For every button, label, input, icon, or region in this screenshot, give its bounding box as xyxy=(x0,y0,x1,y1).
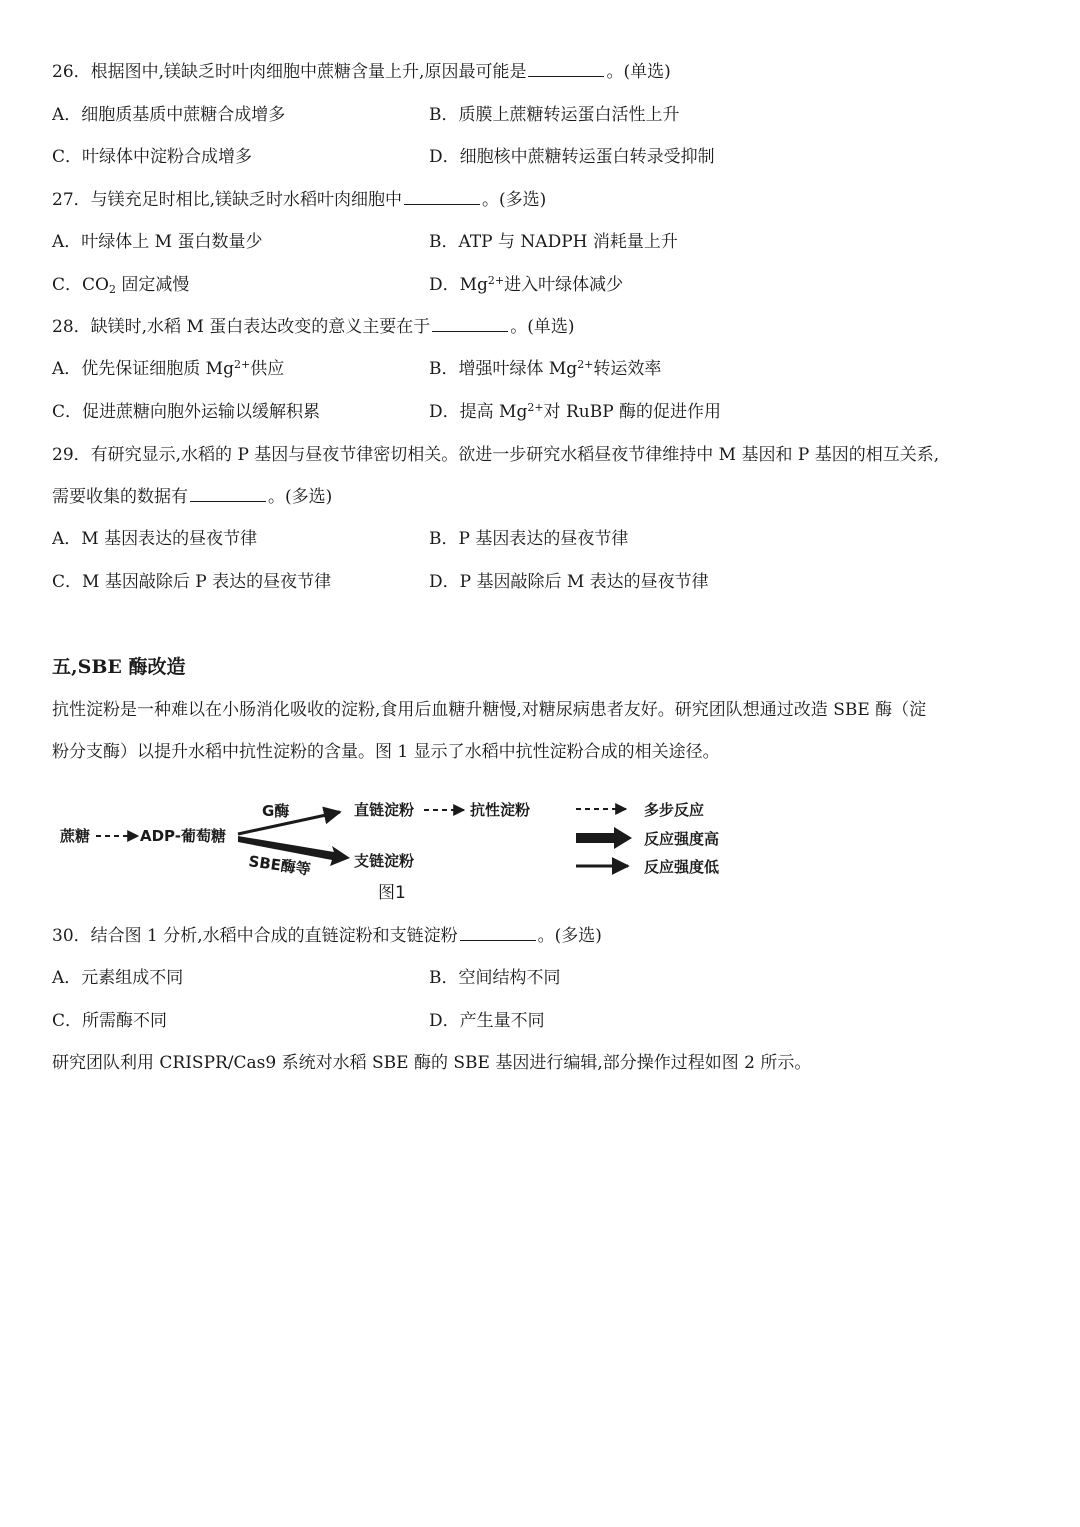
question-30-options-row1 xyxy=(52,966,1032,990)
question-28 xyxy=(52,315,575,339)
question-27-text: 27．与镁充足时相比,镁缺乏时水稻叶肉细胞中 xyxy=(52,190,403,210)
option-a-text-end: 供应 xyxy=(250,359,285,379)
option-d-text: D．Mg xyxy=(429,275,488,295)
option-b: B．空间结构不同 xyxy=(429,968,561,988)
answer-blank xyxy=(432,315,508,332)
superscript: 2+ xyxy=(487,274,505,287)
answer-blank xyxy=(528,60,604,77)
figure-caption: 图1 xyxy=(378,883,406,903)
option-b: B．P 基因表达的昼夜节律 xyxy=(429,529,629,549)
question-30-type: 。(多选) xyxy=(537,926,602,946)
option-a: A．叶绿体上 M 蛋白数量少 xyxy=(52,232,263,252)
question-26-text: 26．根据图中,镁缺乏时叶肉细胞中蔗糖含量上升,原因最可能是 xyxy=(52,62,527,82)
option-c: C．促进蔗糖向胞外运输以缓解积累 xyxy=(52,402,321,422)
option-c: C．所需酶不同 xyxy=(52,1011,168,1031)
option-d: D．P 基因敲除后 M 表达的昼夜节律 xyxy=(429,572,709,592)
subscript: 2 xyxy=(108,283,116,296)
option-d: D．产生量不同 xyxy=(429,1011,545,1031)
option-d-text: D．提高 Mg xyxy=(429,402,528,422)
question-29-options-row2 xyxy=(52,570,1032,594)
label-sbe-enzyme: SBE酶等 xyxy=(247,852,312,879)
question-29-text: 需要收集的数据有 xyxy=(52,487,188,507)
label-resistant-starch: 抗性淀粉 xyxy=(470,801,531,819)
question-27-options-row2 xyxy=(52,273,1032,297)
option-c-text-end: 固定减慢 xyxy=(115,275,190,295)
question-28-options-row2 xyxy=(52,400,1032,424)
option-d-text-end: 进入叶绿体减少 xyxy=(504,275,624,295)
legend-low-intensity: 反应强度低 xyxy=(644,858,720,876)
question-30-options-row2 xyxy=(52,1009,1032,1033)
option-b: B．质膜上蔗糖转运蛋白活性上升 xyxy=(429,105,680,125)
question-29-options-row1 xyxy=(52,527,1032,551)
question-26 xyxy=(52,60,671,84)
answer-blank xyxy=(460,924,536,941)
label-amylose: 直链淀粉 xyxy=(354,801,415,819)
answer-blank xyxy=(190,485,266,502)
question-26-type: 。(单选) xyxy=(606,62,671,82)
question-29-type: 。(多选) xyxy=(268,487,333,507)
question-28-text: 28．缺镁时,水稻 M 蛋白表达改变的意义主要在于 xyxy=(52,317,431,337)
question-26-options-row1 xyxy=(52,103,1032,127)
section-paragraph-line2: 粉分支酶）以提升水稻中抗性淀粉的含量。图 1 显示了水稻中抗性淀粉合成的相关途径。 xyxy=(52,742,720,762)
label-amylopectin: 支链淀粉 xyxy=(354,852,415,870)
answer-blank xyxy=(404,188,480,205)
option-b: B．ATP 与 NADPH 消耗量上升 xyxy=(429,232,678,252)
question-28-options-row1 xyxy=(52,357,1032,381)
option-d xyxy=(429,400,721,424)
question-26-options-row2 xyxy=(52,145,1032,169)
question-27-type: 。(多选) xyxy=(482,190,547,210)
option-a: A．细胞质基质中蔗糖合成增多 xyxy=(52,105,286,125)
option-c-text: C．CO xyxy=(52,275,109,295)
question-29-line2 xyxy=(52,485,332,509)
option-c: C．叶绿体中淀粉合成增多 xyxy=(52,147,253,167)
section-paragraph-line1: 抗性淀粉是一种难以在小肠消化吸收的淀粉,食用后血糖升糖慢,对糖尿病患者友好。研究团队想通过改造 SBE 酶（淀 xyxy=(52,700,927,720)
question-30-text: 30．结合图 1 分析,水稻中合成的直链淀粉和支链淀粉 xyxy=(52,926,458,946)
superscript: 2+ xyxy=(233,358,251,371)
option-b xyxy=(429,357,661,381)
option-d-text-end: 对 RuBP 酶的促进作用 xyxy=(543,402,722,422)
label-g-enzyme: G酶 xyxy=(262,802,290,820)
option-b-text-end: 转运效率 xyxy=(593,359,662,379)
figure-1-pathway-diagram xyxy=(52,790,752,906)
superscript: 2+ xyxy=(527,401,544,414)
option-a: A．元素组成不同 xyxy=(52,968,184,988)
question-27 xyxy=(52,188,546,212)
question-27-options-row1 xyxy=(52,230,1032,254)
question-28-type: 。(单选) xyxy=(510,317,575,337)
label-sucrose: 蔗糖 xyxy=(60,827,91,845)
option-d xyxy=(429,273,623,297)
option-a: A．M 基因表达的昼夜节律 xyxy=(52,529,258,549)
legend-high-intensity: 反应强度高 xyxy=(644,830,720,848)
question-30 xyxy=(52,924,602,948)
option-d: D．细胞核中蔗糖转运蛋白转录受抑制 xyxy=(429,147,715,167)
option-c: C．M 基因敲除后 P 表达的昼夜节律 xyxy=(52,572,332,592)
option-c xyxy=(52,273,189,297)
closing-paragraph: 研究团队利用 CRISPR/Cas9 系统对水稻 SBE 酶的 SBE 基因进行编辑,部分操作过程如图 2 所示。 xyxy=(52,1053,812,1073)
question-29-line1: 29．有研究显示,水稻的 P 基因与昼夜节律密切相关。欲进一步研究水稻昼夜节律维持中 M 基因和 P 基因的相互关系, xyxy=(52,445,940,465)
superscript: 2+ xyxy=(577,358,594,371)
option-a xyxy=(52,357,284,381)
legend-multi-step: 多步反应 xyxy=(644,801,705,819)
option-b-text: B．增强叶绿体 Mg xyxy=(429,359,578,379)
legend-thick-arrow xyxy=(576,827,632,849)
option-a-text: A．优先保证细胞质 Mg xyxy=(52,359,234,379)
label-adp-glucose: ADP-葡萄糖 xyxy=(140,827,227,845)
section-title: 五,SBE 酶改造 xyxy=(52,656,186,678)
